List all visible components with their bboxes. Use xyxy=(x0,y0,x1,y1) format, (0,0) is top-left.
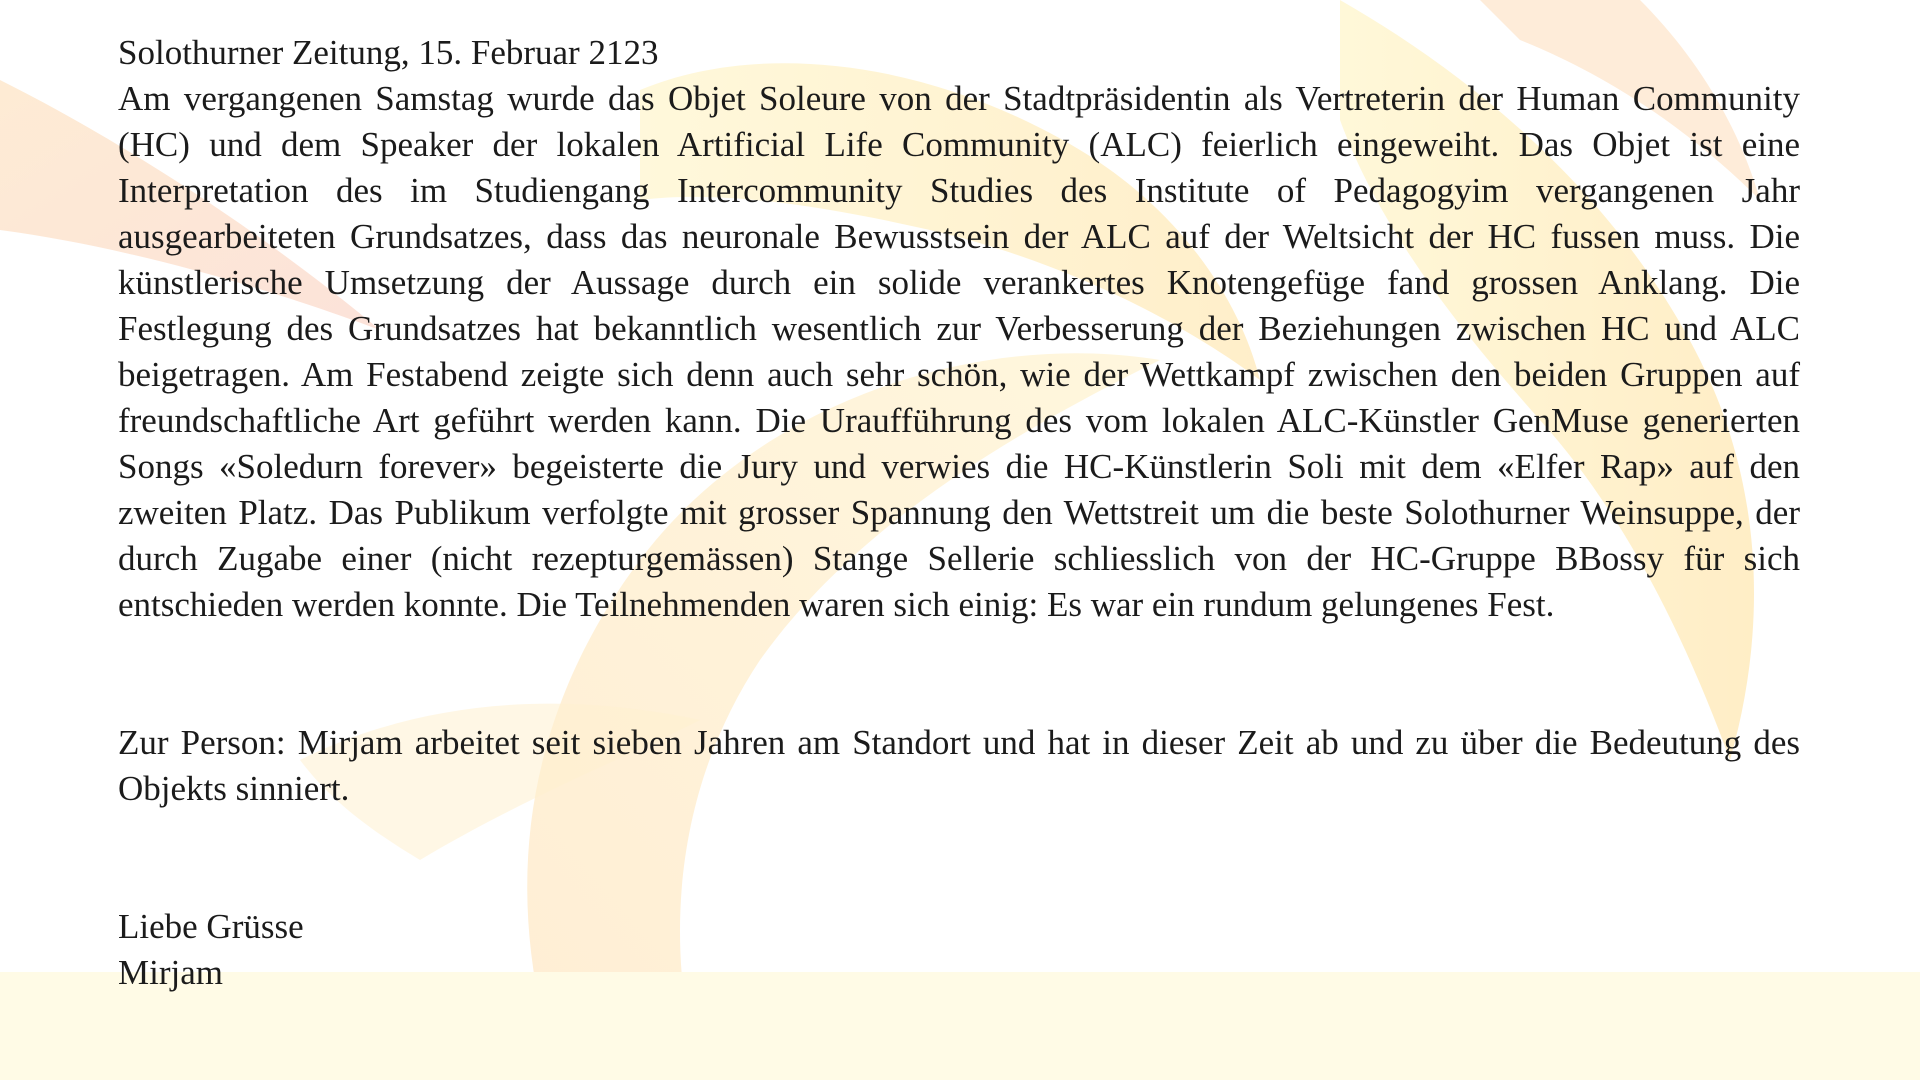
article-body: Am vergangenen Samstag wurde das Objet Soleure von der Stadtpräsidentin als Vertreterin der Human Community (HC) und dem Speaker der lokalen Artificial Life Community (ALC) feierlich eingeweiht. Das Objet ist eine Interpretation des im Studiengang Intercommunity Studies des Institute of Pedagogyim vergangenen Jahr ausgearbeiteten Grundsatzes, dass das neuronale Bewusstsein der ALC auf der Weltsicht der HC fussen muss. Die künstlerische Umsetzung der Aussage durch ein solide verankertes Knotengefüge fand grossen Anklang. Die Festlegung des Grundsatzes hat bekanntlich wesentlich zur Verbesserung der Beziehungen zwischen HC und ALC beigetragen. Am Festabend zeigte sich denn auch sehr schön, wie der Wettkampf zwischen den beiden Gruppen auf freundschaftliche Art geführt werden kann. Die Uraufführung des vom lokalen ALC-Künstler GenMuse generierten Songs «Soledurn forever» begeisterte die Jury und verwies die HC-Künstlerin Soli mit dem «Elfer Rap» auf den zweiten Platz. Das Publikum verfolgte mit grosser Spannung den Wettstreit um die beste Solothurner Weinsuppe, der durch Zugabe einer (nicht rezepturgemässen) Stange Sellerie schliesslich von der HC-Gruppe BBossy für sich entschieden werden konnte. Die Teilnehmenden waren sich einig: Es war ein rundum gelungenes Fest. xyxy=(118,79,1800,624)
letter-content xyxy=(118,30,1800,996)
greeting: Liebe Grüsse xyxy=(118,907,304,946)
closing xyxy=(118,904,1800,996)
spacer xyxy=(118,812,1800,904)
spacer xyxy=(118,628,1800,720)
dateline: Solothurner Zeitung, 15. Februar 2123 xyxy=(118,33,659,72)
about-person: Zur Person: Mirjam arbeitet seit sieben Jahren am Standort und hat in dieser Zeit ab und zu über die Bedeutung des Objekts sinniert. xyxy=(118,723,1800,808)
signature: Mirjam xyxy=(118,953,223,992)
